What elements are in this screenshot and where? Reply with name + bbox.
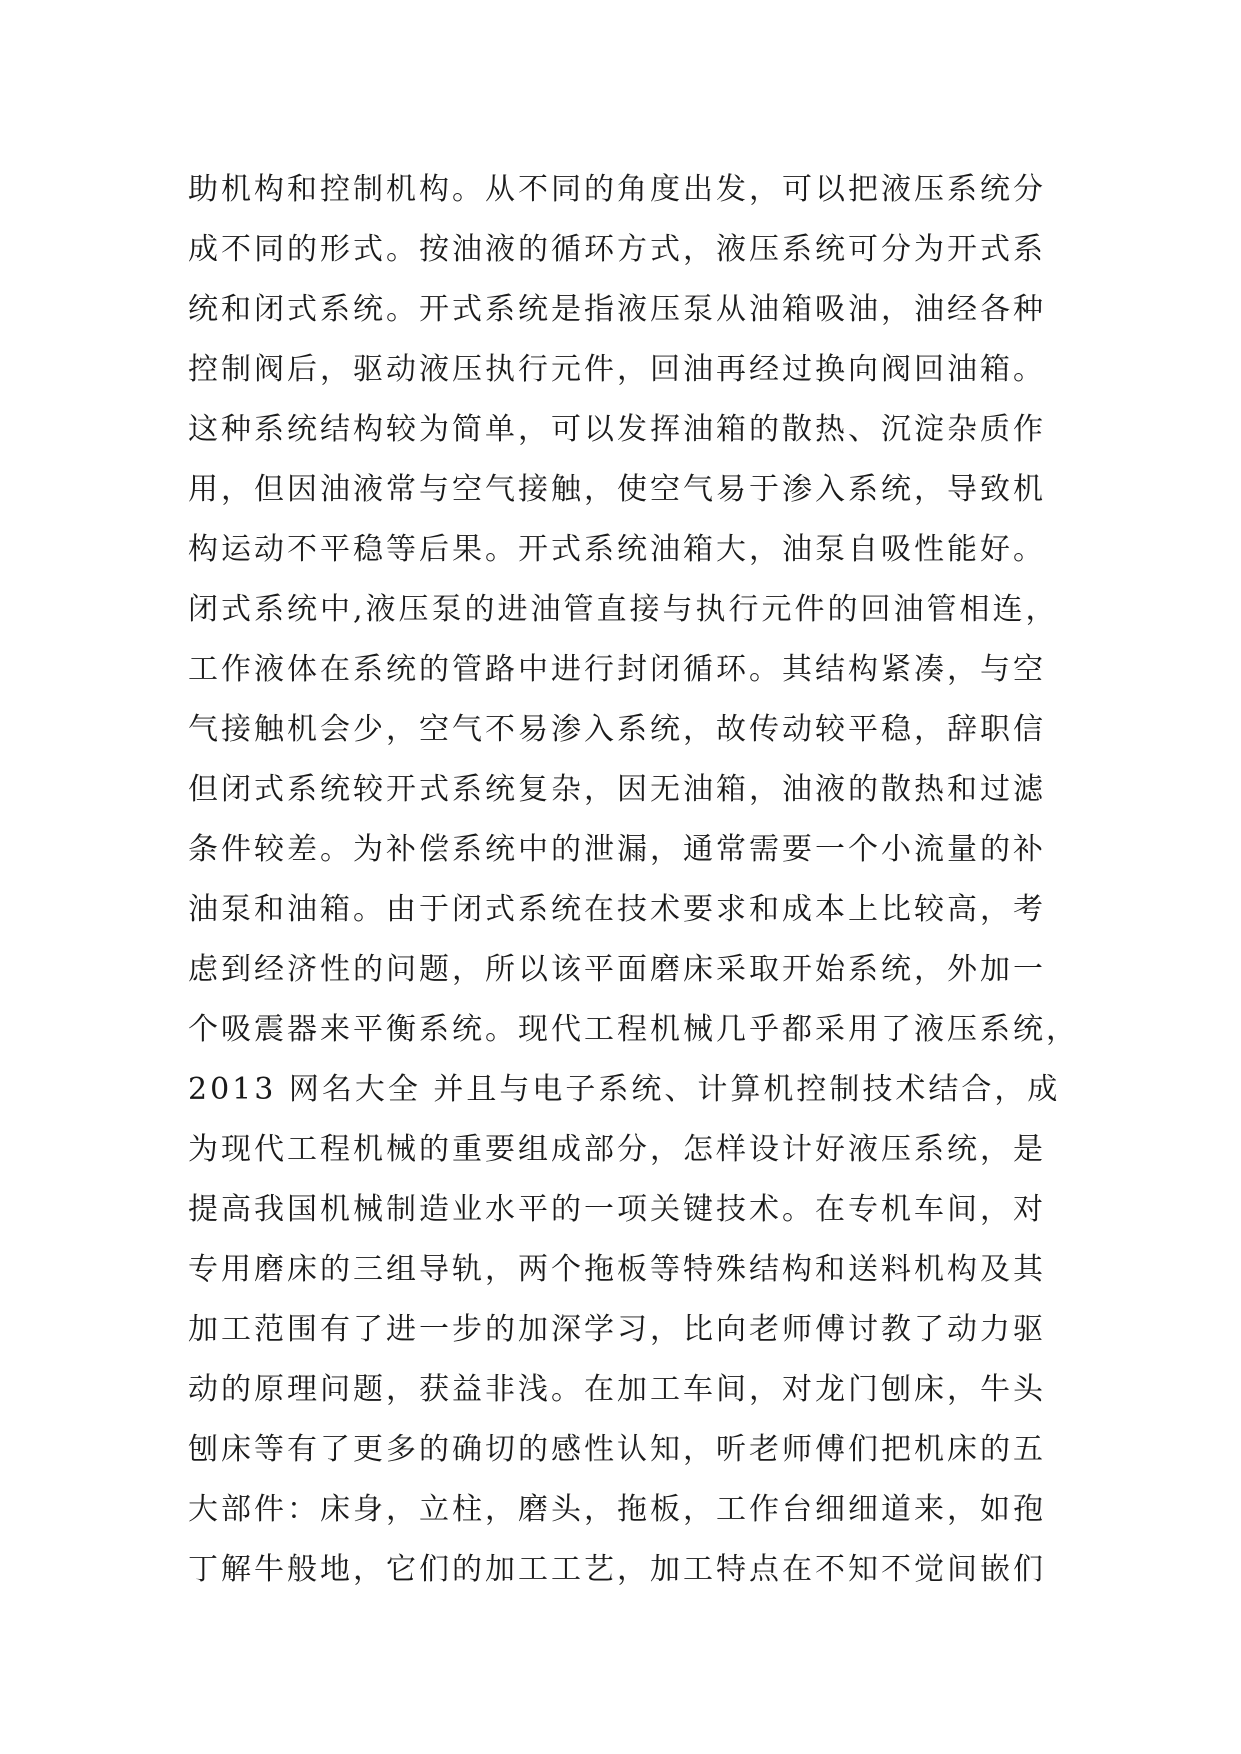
text-line: 条件较差。为补偿系统中的泄漏，通常需要一个小流量的补 bbox=[188, 832, 1046, 867]
text-line: 个吸震器来平衡系统。现代工程机械几乎都采用了液压系统， bbox=[188, 1012, 1079, 1047]
text-line: 工作液体在系统的管路中进行封闭循环。其结构紧凑，与空 bbox=[188, 652, 1046, 687]
text-line: 控制阀后，驱动液压执行元件，回油再经过换向阀回油箱。 bbox=[188, 352, 1046, 387]
text-line: 虑到经济性的问题，所以该平面磨床采取开始系统，外加一 bbox=[188, 952, 1046, 987]
text-line: 刨床等有了更多的确切的感性认知，听老师傅们把机床的五 bbox=[188, 1432, 1046, 1467]
text-line: 但闭式系统较开式系统复杂，因无油箱，油液的散热和过滤 bbox=[188, 772, 1046, 807]
text-line: 助机构和控制机构。从不同的角度出发，可以把液压系统分 bbox=[188, 172, 1046, 207]
text-line: 专用磨床的三组导轨，两个拖板等特殊结构和送料机构及其 bbox=[188, 1252, 1046, 1287]
text-line: 这种系统结构较为简单，可以发挥油箱的散热、沉淀杂质作 bbox=[188, 412, 1046, 447]
text-line: 成不同的形式。按油液的循环方式，液压系统可分为开式系 bbox=[188, 232, 1046, 267]
text-line: 构运动不平稳等后果。开式系统油箱大，油泵自吸性能好。 bbox=[188, 532, 1046, 567]
text-line: 闭式系统中,液压泵的进油管直接与执行元件的回油管相连， bbox=[188, 592, 1059, 627]
text-line: 动的原理问题，获益非浅。在加工车间，对龙门刨床，牛头 bbox=[188, 1372, 1046, 1407]
text-line: 油泵和油箱。由于闭式系统在技术要求和成本上比较高，考 bbox=[188, 892, 1046, 927]
text-line: 丁解牛般地，它们的加工工艺，加工特点在不知不觉间嵌们 bbox=[188, 1552, 1046, 1587]
text-line: 加工范围有了进一步的加深学习，比向老师傅讨教了动力驱 bbox=[188, 1312, 1046, 1347]
text-line: 提高我国机械制造业水平的一项关键技术。在专机车间，对 bbox=[188, 1192, 1046, 1227]
text-line: 气接触机会少，空气不易渗入系统，故传动较平稳，辞职信 bbox=[188, 712, 1046, 747]
text-line: 用，但因油液常与空气接触，使空气易于渗入系统，导致机 bbox=[188, 472, 1046, 507]
body-text bbox=[188, 160, 1079, 1600]
text-line: 2013 网名大全 并且与电子系统、计算机控制技术结合，成 bbox=[188, 1072, 1061, 1107]
text-line: 大部件：床身，立柱，磨头，拖板，工作台细细道来，如孢 bbox=[188, 1492, 1046, 1527]
text-line: 为现代工程机械的重要组成部分，怎样设计好液压系统，是 bbox=[188, 1132, 1046, 1167]
text-line: 统和闭式系统。开式系统是指液压泵从油箱吸油，油经各种 bbox=[188, 292, 1046, 327]
